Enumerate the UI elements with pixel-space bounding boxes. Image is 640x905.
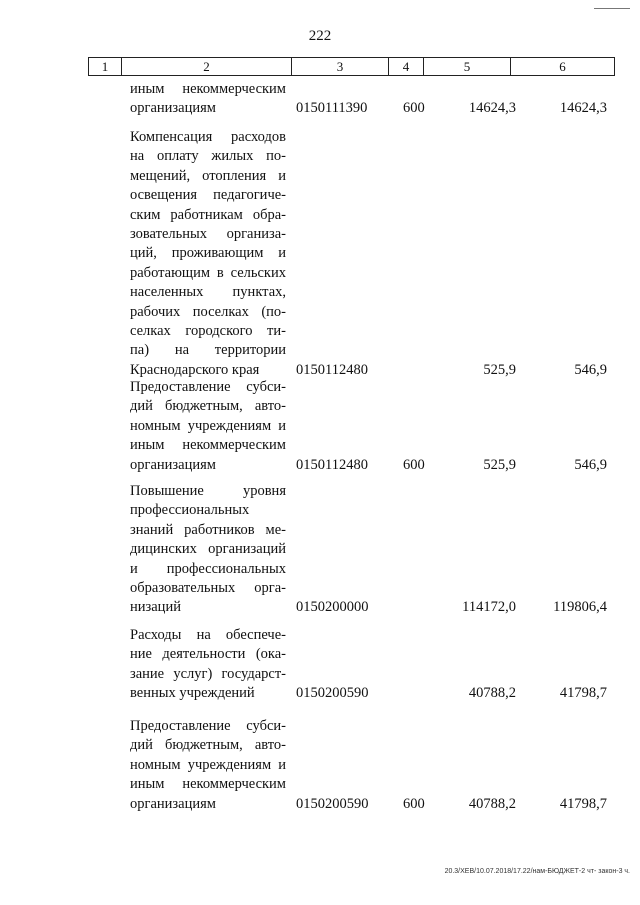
row-value-2020: 41798,7 bbox=[559, 795, 607, 812]
page-number: 222 bbox=[308, 28, 332, 44]
header-col-1: 1 bbox=[88, 58, 122, 75]
description-line: иным некоммерческим bbox=[130, 776, 286, 793]
row-code: 0150111390 bbox=[296, 100, 368, 117]
description-line: организациям bbox=[130, 456, 216, 473]
row-description bbox=[130, 80, 286, 119]
description-line: на оплату жилых по- bbox=[130, 148, 286, 165]
description-line: знаний работников ме- bbox=[130, 521, 286, 538]
table-header bbox=[88, 57, 615, 76]
description-line: дий бюджетным, авто- bbox=[130, 737, 286, 754]
description-line: селках городского ти- bbox=[130, 323, 286, 340]
row-value-2020: 119806,4 bbox=[553, 599, 607, 616]
row-value-2019: 525,9 bbox=[483, 361, 516, 378]
description-line: низаций bbox=[130, 599, 181, 616]
description-line: Предоставление субси- bbox=[130, 379, 286, 395]
row-value-2020: 41798,7 bbox=[559, 685, 607, 702]
corner-mark bbox=[594, 8, 630, 9]
row-description bbox=[130, 626, 286, 704]
description-line: па) на территории bbox=[130, 342, 286, 359]
description-line: освещения педагогиче- bbox=[130, 187, 286, 204]
description-line: номным учреждениям и bbox=[130, 417, 286, 434]
header-col-3: 3 bbox=[292, 58, 389, 75]
row-value-2019: 525,9 bbox=[483, 456, 516, 473]
description-line: рабочих поселках (по- bbox=[130, 303, 286, 320]
header-col-4: 4 bbox=[389, 58, 424, 75]
header-col-5: 5 bbox=[424, 58, 511, 75]
description-line: работающим в сельских bbox=[130, 264, 286, 281]
row-description bbox=[130, 482, 286, 618]
footer-code: 20.3/ХЕВ/10.07.2018/17.22/нам-БЮДЖЕТ-2 чт- закон-3 ч. bbox=[444, 868, 630, 875]
description-line: ций, проживающим и bbox=[130, 245, 286, 262]
row-code: 0150112480 bbox=[296, 361, 368, 378]
row-code: 0150200000 bbox=[296, 599, 369, 616]
row-code: 0150200590 bbox=[296, 795, 369, 812]
row-value-2019: 40788,2 bbox=[468, 685, 516, 702]
description-line: Предоставление субси- bbox=[130, 718, 286, 734]
description-line: и профессиональных bbox=[130, 560, 286, 577]
row-description bbox=[130, 128, 286, 380]
row-value-2019: 40788,2 bbox=[468, 795, 516, 812]
row-value-2019: 114172,0 bbox=[462, 599, 516, 616]
row-expense-type: 600 bbox=[403, 456, 425, 473]
description-line: образовательных орга- bbox=[130, 580, 286, 597]
row-value-2020: 546,9 bbox=[574, 361, 607, 378]
description-line: Компенсация расходов bbox=[130, 129, 286, 145]
description-line: дицинских организаций bbox=[130, 541, 286, 558]
description-line: зовательных организа- bbox=[130, 226, 286, 243]
row-value-2020: 546,9 bbox=[574, 456, 607, 473]
description-line: иным некоммерческим bbox=[130, 81, 286, 97]
description-line: населенных пунктах, bbox=[130, 284, 286, 301]
row-code: 0150112480 bbox=[296, 456, 368, 473]
description-line: мещений, отопления и bbox=[130, 167, 286, 184]
description-line: иным некоммерческим bbox=[130, 437, 286, 454]
header-col-6: 6 bbox=[511, 58, 615, 75]
row-description bbox=[130, 378, 286, 475]
row-expense-type: 600 bbox=[403, 795, 425, 812]
description-line: дий бюджетным, авто- bbox=[130, 398, 286, 415]
description-line: ским работникам обра- bbox=[130, 206, 286, 223]
row-value-2020: 14624,3 bbox=[559, 100, 607, 117]
description-line: организациям bbox=[130, 100, 216, 117]
row-expense-type: 600 bbox=[403, 100, 425, 117]
description-line: номным учреждениям и bbox=[130, 756, 286, 773]
description-line: венных учреждений bbox=[130, 685, 255, 702]
header-col-2: 2 bbox=[122, 58, 292, 75]
row-description bbox=[130, 717, 286, 814]
description-line: организациям bbox=[130, 795, 216, 812]
description-line: Повышение уровня bbox=[130, 483, 286, 499]
description-line: Расходы на обеспече- bbox=[130, 627, 286, 643]
description-line: зание услуг) государст- bbox=[130, 665, 286, 682]
row-value-2019: 14624,3 bbox=[468, 100, 516, 117]
description-line: Краснодарского края bbox=[130, 361, 260, 378]
row-code: 0150200590 bbox=[296, 685, 369, 702]
description-line: ние деятельности (ока- bbox=[130, 646, 286, 663]
description-line: профессиональных bbox=[130, 502, 250, 519]
